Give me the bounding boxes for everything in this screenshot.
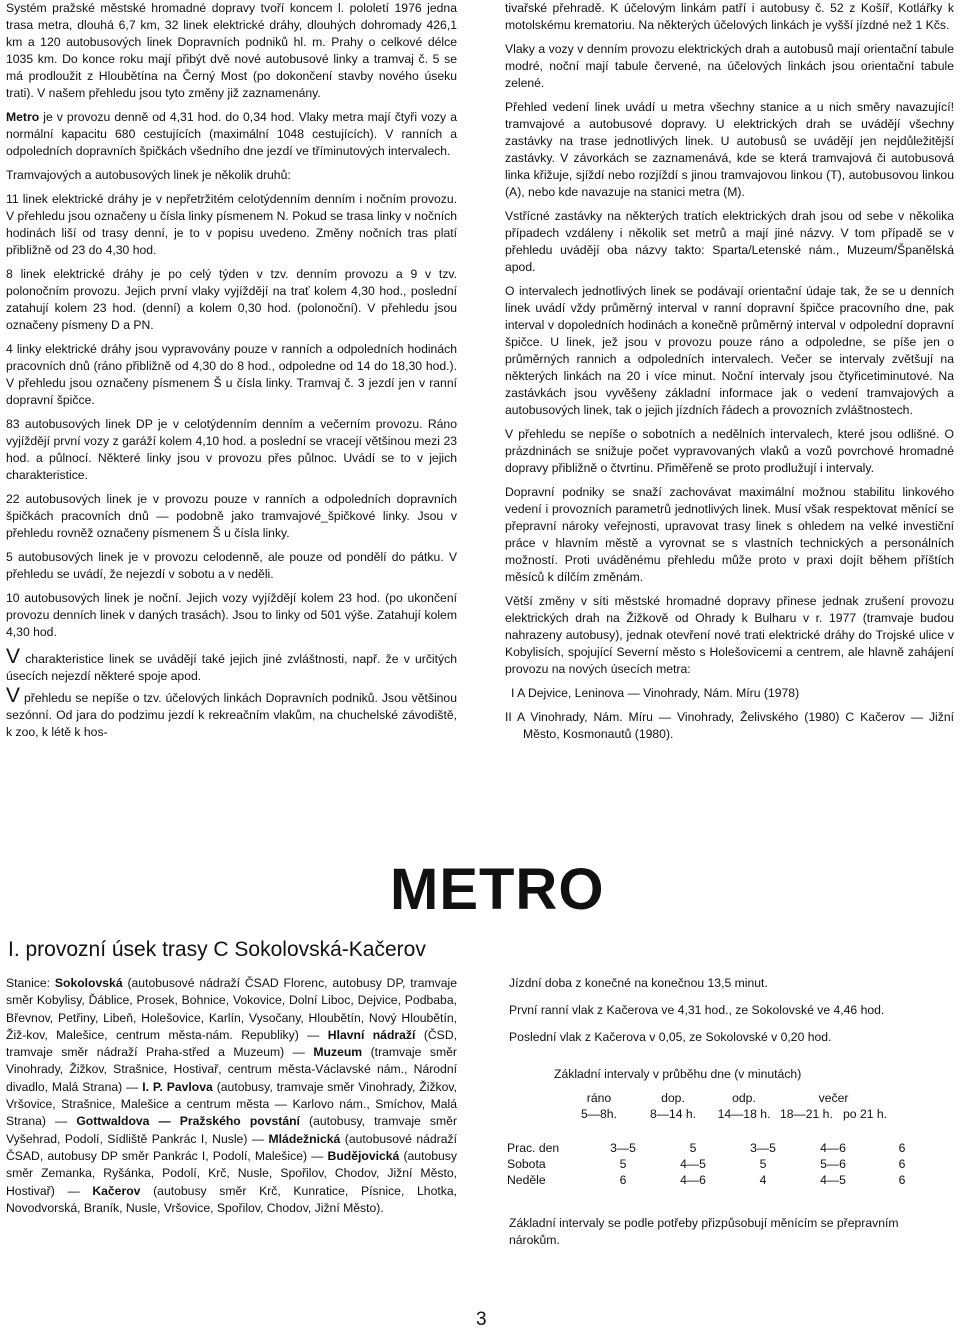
station-name: Mládežnická	[268, 1131, 341, 1146]
interval-table-title: Základní intervaly v průběhu dne (v minutách)	[554, 1067, 802, 1081]
travel-time: Jízdní doba z konečné na konečnou 13,5 minut.	[509, 976, 768, 990]
day-label: Prac. den	[507, 1141, 560, 1155]
day-label: Sobota	[507, 1157, 546, 1171]
interval-cell: 4—6	[680, 1173, 706, 1187]
period-name-row	[560, 1090, 887, 1106]
interval-cell: 6	[898, 1157, 906, 1171]
period-time: 18—21 h. po 21 h.	[780, 1107, 888, 1121]
period-time: 14—18 h.	[717, 1107, 771, 1121]
stations-label: Stanice:	[6, 976, 55, 990]
interval-table	[507, 1140, 937, 1188]
day-bus-paragraph: 83 autobusových linek DP je v celotýdenním denním a večerním provozu. Ráno vyjíždějí první vozy z garáží kolem 4,10 hod. a poslední se vracejí většinou mezi 23 hod. a půlnocí. Některé linky jsou v provozu přes půlnoc. Uvádí se to v jejich charakteristice.	[6, 417, 457, 482]
line-specifics-text: charakteristice linek se uvádějí také jejich jiné zvláštnosti, např. že v určitých úsecích nejezdí některé spoje apod.	[6, 652, 457, 683]
station-name: Muzeum	[313, 1045, 363, 1060]
interval-cell: 6	[898, 1141, 906, 1155]
left-text-column	[6, 0, 457, 748]
night-bus-paragraph: 10 autobusových linek je noční. Jejich vozy vyjíždějí kolem 23 hod. (po ukončení provozu denních linek v daných trasách). Jsou to linky od 501 výše. Zatahují kolem 4,30 hod.	[6, 591, 457, 639]
station-name: Budějovická	[327, 1148, 400, 1163]
station-name: Sokolovská	[54, 976, 123, 990]
dropcap-letter: V	[6, 684, 21, 707]
period-name: dop.	[661, 1091, 685, 1105]
stops-paragraph: Vstřícné zastávky na některých tratích elektrických drah jsou od sebe v několika případech vzdáleny i několik set metrů a mají jiné názvy. V tom případě se v přehledu uvádějí oba názvy takto: Sparta/Letenské nám., Muzeum/Španělská apod.	[505, 209, 954, 274]
interval-cell: 3—5	[750, 1141, 776, 1155]
table-row	[507, 1156, 937, 1172]
interval-cell: 4—6	[820, 1141, 846, 1155]
interval-cell: 6	[898, 1173, 906, 1187]
interval-cell: 6	[619, 1173, 627, 1187]
timing-info	[509, 975, 958, 1056]
station-name: I. P. Pavlova	[142, 1079, 213, 1094]
line-specifics-paragraph	[6, 645, 457, 685]
weekend-intervals-paragraph: V přehledu se nepíše o sobotních a nedělních intervalech, které jsou odlišné. O prázdninách se snižuje počet vypravovaných vlaků a vozů povrchové hromadné dopravy přibližně o čtvrtinu. Přiměřeně se proto prodlužují i intervaly.	[505, 427, 954, 475]
metro-section-list-item: II A Vinohrady, Nám. Míru — Vinohrady, Želivského (1980) C Kačerov — Jižní Město, Kosmonautů (1980).	[505, 710, 954, 741]
night-tram-paragraph: 11 linek elektrické dráhy je v nepřetržitém celotýdenním denním i nočním provozu. V přehledu jsou označeny u čísla linky písmenem N. Pokud se trasa linky v nočních hodinách liší od trasy denní, je to v popisu uvedeno. Změny nočních tras platí přibližně od 23 do 4,30 hod.	[6, 192, 457, 257]
station-connections: (autobusové nádraží ČSAD Florenc, autobusy DP, tramvaje směr Kobylisy, Ďáblice, Prosek, Bohnice, Vokovice, Dolní Liboc, Dejvice, Podbaba, Břevnov, Petřiny, Libeň, Holešovice, Karlín, Vysočany, Hloubětín, Nový Hloubětín, Žiž-kov, Malešice, centrum města-nám. Republiky) —	[6, 976, 457, 1042]
table-row	[507, 1172, 937, 1188]
interval-footnote: Základní intervaly se podle potřeby přizpůsobují měnícím se přepravním nárokům.	[509, 1216, 899, 1247]
destination-boards-paragraph: Vlaky a vozy v denním provozu elektrických drah a autobusů mají orientační tabule modré, noční mají tabule červené, na účelových linkách jsou orientační tabule zelené.	[505, 42, 954, 90]
line-types-paragraph: Tramvajových a autobusových linek je několik druhů:	[6, 168, 291, 182]
special-lines-paragraph	[6, 684, 457, 741]
station-connections: (autobusy, tramvaje směr Vinohrady, Žižkov, Vršovice, Strašnice, Malešice a centrum města — Karlovo nám., Smíchov, Malá Strana) —	[6, 1079, 457, 1129]
station-name: Gottwaldova — Pražského povstání	[76, 1114, 300, 1129]
day-tram-paragraph: 8 linek elektrické dráhy je po celý týden v tzv. denním provozu a 9 v tzv. polonočním provozu. Jejich první vlaky vyjíždějí na trať kolem 4,30 hod., poslední zatahují kolem 23 hod. (denní) a kolem 0,30 hod. (polonoční). V přehledu jsou označeny písmeny D a PN.	[6, 267, 457, 332]
period-time-row	[560, 1106, 887, 1122]
station-name: Kačerov	[92, 1183, 141, 1198]
metro-heading: METRO	[390, 857, 605, 922]
stations-paragraph	[6, 975, 457, 1217]
interval-cell: 4—5	[820, 1173, 846, 1187]
table-row	[507, 1140, 937, 1156]
metro-section-list-item: I A Dejvice, Leninova — Vinohrady, Nám. Míru (1978)	[511, 686, 800, 700]
interval-cell: 5	[759, 1157, 767, 1171]
period-name: ráno	[586, 1091, 612, 1105]
right-text-column	[505, 0, 954, 750]
stability-paragraph: Dopravní podniky se snaží zachovávat maximální možnou stabilitu linkového vedení i provozních parametrů jednotlivých linek. Musí však respektovat měnící se přepravní nároky veřejnosti, upravovat trasy linek s ohledem na velké investiční práce v hlavním městě a vyrovnat se s vlastních technických a personálních možností. Proti uváděnému přehledu může proto v praxi dojít během příštích měsíců k dílčím změnám.	[505, 485, 954, 584]
peak-bus-paragraph: 22 autobusových linek je v provozu pouze v ranních a odpoledních dopravních špičkách pracovních dnů — podobně jako tramvajové_špičkové linky. Jsou v přehledu rovněž označeny písmenem Š u čísla linky.	[6, 492, 457, 540]
period-name: odp.	[732, 1091, 756, 1105]
interval-cell: 4	[759, 1173, 767, 1187]
station-name: Hlavní nádraží	[327, 1027, 416, 1042]
period-name: večer	[818, 1091, 849, 1105]
dropcap-letter: V	[6, 645, 21, 668]
section-heading: I. provozní úsek trasy C Sokolovská-Kačerov	[8, 938, 426, 961]
station-connections: (autobusy směr Krč, Kunratice, Písnice, Lhotka, Novodvorská, Braník, Nusle, Vršovice, Spořilov, Chodov, Jižní Město).	[6, 1183, 457, 1215]
period-header-table	[560, 1090, 887, 1122]
special-lines-text: přehledu se nepíše o tzv. účelových linkách Dopravních podniků. Jsou většinou sezónní. Od jara do podzimu jezdí k rekreačním vlakům, na chuchelské závodiště, k zoo, k létě k hos-	[6, 691, 457, 739]
station-connections: (ČSD, tramvaje směr nádraží Praha-střed a Muzeum) —	[6, 1027, 457, 1060]
future-changes-paragraph: Větší změny v síti městské hromadné dopravy přinese jednak zrušení provozu elektrických drah na Žižkově od Ohrady k Bulharu v r. 1977 (tramvaje budou nahrazeny autobusy), jednak otevření nové trati elektrické dráhy do Trojské ulice v Kobylisích, spojující Severní město s Holešovicemi a centrem, ale hlavně zahájení provozu na nových úsecích metra:	[505, 594, 954, 676]
interval-cell: 3—5	[610, 1141, 636, 1155]
metro-operation-text: je v provozu denně od 4,31 hod. do 0,34 hod. Vlaky metra mají čtyři vozy a normální kapacitu 680 cestujících (maximální 1048 cestujících). V ranních a odpoledních dopravních špičkách všedního dne jezdí ve tříminutových intervalech.	[6, 110, 457, 158]
interval-cell: 4—5	[680, 1157, 706, 1171]
station-connections: (tramvaje směr Vinohrady, Žižkov, Strašnice, Hostivař, centrum města-Václavské nám., Národní divadlo, Malá Strana) —	[6, 1045, 457, 1094]
weekday-bus-paragraph: 5 autobusových linek je v provozu celodenně, ale pouze od pondělí do pátku. V přehledu se uvádí, že nejezdí v sobotu a v neděli.	[6, 550, 457, 581]
metro-bold-label: Metro	[6, 110, 40, 124]
interval-cell: 5	[619, 1157, 627, 1171]
period-time: 8—14 h.	[649, 1107, 697, 1121]
interval-cell: 5	[689, 1141, 697, 1155]
station-connections: (autobusové nádraží ČSAD, autobusy DP směr Pankrác I, Podolí, Malešice) —	[6, 1131, 457, 1163]
day-label: Neděle	[507, 1173, 546, 1187]
intro-paragraph: Systém pražské městské hromadné dopravy tvoří koncem l. pololetí 1976 jedna trasa metra, dlouhá 6,7 km, 32 linek elektrické dráhy, dlouhých dohromady 426,1 km a 120 autobusových linek Dopravních podniků hl. m. Prahy o celkové délce 1035 km. Do konce roku mají přibýt dvě nové autobusové linky a tramvaj č. 5 se má prodloužit z Hloubětína na Černý Most (po dokončení stavby nového úseku trati). V našem přehledu jsou tyto změny již zaznamenány.	[6, 1, 457, 100]
overview-paragraph: Přehled vedení linek uvádí u metra všechny stanice a u nich směry navazující! tramvajové a autobusové dopravy. U elektrických drah se uvádějí všechny zastávky na trase jednotlivých linek. U autobusů se uvádějí jen nejdůležitější zastávky. V závorkách se zaznamenává, kde se která tramvajová či autobusová linka křižuje, sjíždí nebo rozjíždí s jinou tramvajovou linkou (T), autobusovou linkou (A), nebo kde navazuje na stanici metra (M).	[505, 100, 954, 199]
last-train: Poslední vlak z Kačerova v 0,05, ze Sokolovské v 0,20 hod.	[509, 1030, 832, 1044]
interval-cell: 5—6	[820, 1157, 846, 1171]
station-connections: (autobusy směr Zemanka, Ryšánka, Podolí, Krč, Nusle, Spořilov, Chodov, Jižní Město, Hostivař) —	[6, 1148, 457, 1198]
first-train: První ranní vlak z Kačerova ve 4,31 hod., ze Sokolovské ve 4,46 hod.	[509, 1003, 885, 1017]
page-number: 3	[476, 1309, 487, 1330]
special-lines-continued-paragraph: tivařské přehradě. K účelovým linkám patří i autobusy č. 52 z Košíř, Kotlářky k motolskému krematoriu. Na některých účelových linkách je vyšší jízdné než 1 Kčs.	[505, 1, 954, 32]
station-connections: (autobusy, tramvaje směr Vyšehrad, Podolí, Sídliště Pankrác I, Nusle) —	[6, 1114, 457, 1146]
metro-operation-paragraph	[6, 109, 457, 160]
peak-tram-paragraph: 4 linky elektrické dráhy jsou vypravovány pouze v ranních a odpoledních hodinách pracovních dnů (ráno přibližně od 4,30 do 8 hod., odpoledne od 14 do 18,30 hod.). V přehledu jsou označeny písmenem Š u čísla linky. Tramvaj č. 3 jezdí jen v ranní dopravní špičce.	[6, 342, 457, 407]
period-time: 5—8h.	[581, 1107, 617, 1121]
intervals-paragraph: O intervalech jednotlivých linek se podávají orientační údaje tak, že se u denních linek uvádí vždy průměrný interval v ranní dopravní špičce pracovního dne, pak interval v dopoledních hodinách a konečně průměrný interval v odpolední dopravní špičce. U linek, jež jsou v provozu pouze ráno a odpoledne, se píše jen o průměrných rannich a odpoledních intervalech. Večer se intervaly zvětšují na některých linkách na 20 i více minut. Noční intervaly jsou čtyřicetiminutové. Na zastávkách jsou vyvěšeny základní informace jak o vedení tramvajových a autobusových linek, tak o jejich jízdních řádech a provozních zvláštnostech.	[505, 284, 954, 417]
